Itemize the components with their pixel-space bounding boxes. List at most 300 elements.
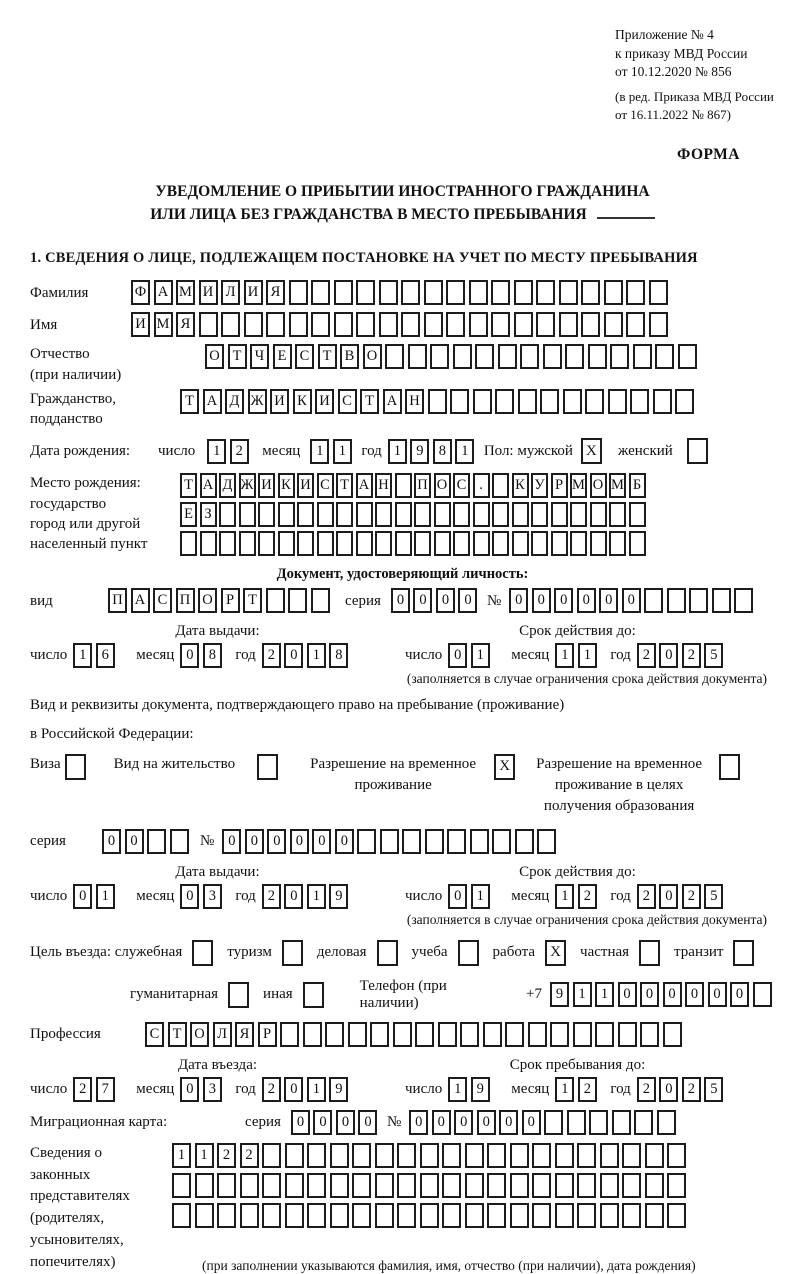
char-cell[interactable]: И bbox=[244, 280, 263, 305]
char-cell[interactable]: А bbox=[154, 280, 173, 305]
char-cell[interactable] bbox=[663, 1022, 682, 1047]
char-cell[interactable] bbox=[303, 1022, 322, 1047]
char-cell[interactable]: 2 bbox=[682, 643, 701, 668]
char-cell[interactable] bbox=[297, 502, 314, 527]
char-cell[interactable]: 1 bbox=[333, 439, 352, 464]
char-cell[interactable]: 0 bbox=[180, 884, 199, 909]
char-cell[interactable] bbox=[289, 312, 308, 337]
char-cell[interactable] bbox=[446, 312, 465, 337]
char-cell[interactable] bbox=[505, 1022, 524, 1047]
char-cell[interactable]: О bbox=[198, 588, 217, 613]
char-cell[interactable]: 0 bbox=[284, 1077, 303, 1102]
char-cell[interactable] bbox=[487, 1143, 506, 1168]
char-cell[interactable] bbox=[434, 531, 451, 556]
char-cell[interactable] bbox=[573, 1022, 592, 1047]
char-cell[interactable] bbox=[512, 502, 529, 527]
char-cell[interactable]: 2 bbox=[682, 884, 701, 909]
char-cell[interactable]: О bbox=[434, 473, 451, 498]
char-cell[interactable] bbox=[645, 1203, 664, 1228]
char-cell[interactable] bbox=[555, 1143, 574, 1168]
char-cell[interactable] bbox=[414, 531, 431, 556]
char-cell[interactable]: И bbox=[315, 389, 334, 414]
purpose-private-checkbox[interactable] bbox=[639, 940, 660, 966]
char-cell[interactable]: П bbox=[108, 588, 127, 613]
char-cell[interactable]: 7 bbox=[96, 1077, 115, 1102]
char-cell[interactable]: 1 bbox=[448, 1077, 467, 1102]
char-cell[interactable] bbox=[550, 1022, 569, 1047]
char-cell[interactable] bbox=[492, 502, 509, 527]
char-cell[interactable]: 2 bbox=[637, 1077, 656, 1102]
char-cell[interactable] bbox=[147, 829, 166, 854]
char-cell[interactable] bbox=[678, 344, 697, 369]
char-cell[interactable] bbox=[420, 1203, 439, 1228]
char-cell[interactable] bbox=[334, 280, 353, 305]
char-cell[interactable] bbox=[645, 1143, 664, 1168]
char-cell[interactable]: 0 bbox=[663, 982, 682, 1007]
char-cell[interactable]: Т bbox=[360, 389, 379, 414]
char-cell[interactable]: О bbox=[590, 473, 607, 498]
char-cell[interactable]: 0 bbox=[554, 588, 573, 613]
char-cell[interactable] bbox=[667, 588, 686, 613]
char-cell[interactable] bbox=[465, 1173, 484, 1198]
char-cell[interactable]: 8 bbox=[433, 439, 452, 464]
char-cell[interactable] bbox=[334, 312, 353, 337]
char-cell[interactable] bbox=[442, 1143, 461, 1168]
char-cell[interactable]: П bbox=[176, 588, 195, 613]
char-cell[interactable]: 1 bbox=[555, 1077, 574, 1102]
char-cell[interactable]: Д bbox=[225, 389, 244, 414]
char-cell[interactable] bbox=[689, 588, 708, 613]
char-cell[interactable] bbox=[285, 1143, 304, 1168]
char-cell[interactable]: С bbox=[453, 473, 470, 498]
char-cell[interactable] bbox=[288, 588, 307, 613]
char-cell[interactable]: 0 bbox=[522, 1110, 541, 1135]
char-cell[interactable]: 0 bbox=[454, 1110, 473, 1135]
char-cell[interactable] bbox=[375, 1143, 394, 1168]
char-cell[interactable] bbox=[590, 531, 607, 556]
char-cell[interactable]: 0 bbox=[659, 1077, 678, 1102]
char-cell[interactable]: 0 bbox=[125, 829, 144, 854]
char-cell[interactable] bbox=[629, 531, 646, 556]
char-cell[interactable] bbox=[170, 829, 189, 854]
char-cell[interactable]: И bbox=[297, 473, 314, 498]
char-cell[interactable] bbox=[667, 1143, 686, 1168]
char-cell[interactable] bbox=[528, 1022, 547, 1047]
char-cell[interactable]: 9 bbox=[329, 884, 348, 909]
char-cell[interactable]: 2 bbox=[578, 1077, 597, 1102]
char-cell[interactable]: И bbox=[270, 389, 289, 414]
char-cell[interactable] bbox=[352, 1143, 371, 1168]
char-cell[interactable] bbox=[649, 280, 668, 305]
char-cell[interactable]: 0 bbox=[685, 982, 704, 1007]
char-cell[interactable] bbox=[397, 1143, 416, 1168]
visa-checkbox[interactable] bbox=[65, 754, 86, 780]
char-cell[interactable]: 2 bbox=[637, 884, 656, 909]
char-cell[interactable] bbox=[555, 1173, 574, 1198]
char-cell[interactable]: 1 bbox=[388, 439, 407, 464]
char-cell[interactable] bbox=[532, 1173, 551, 1198]
char-cell[interactable] bbox=[307, 1173, 326, 1198]
char-cell[interactable] bbox=[453, 531, 470, 556]
char-cell[interactable] bbox=[543, 344, 562, 369]
char-cell[interactable] bbox=[622, 1203, 641, 1228]
char-cell[interactable] bbox=[446, 280, 465, 305]
char-cell[interactable] bbox=[434, 502, 451, 527]
char-cell[interactable]: 0 bbox=[448, 884, 467, 909]
char-cell[interactable]: 0 bbox=[458, 588, 477, 613]
char-cell[interactable] bbox=[401, 312, 420, 337]
char-cell[interactable] bbox=[453, 502, 470, 527]
char-cell[interactable]: 2 bbox=[230, 439, 249, 464]
char-cell[interactable] bbox=[657, 1110, 676, 1135]
char-cell[interactable]: 0 bbox=[312, 829, 331, 854]
char-cell[interactable] bbox=[514, 312, 533, 337]
sex-male-checkbox[interactable]: X bbox=[581, 438, 602, 464]
char-cell[interactable] bbox=[734, 588, 753, 613]
char-cell[interactable]: 0 bbox=[618, 982, 637, 1007]
char-cell[interactable]: 0 bbox=[599, 588, 618, 613]
char-cell[interactable]: 1 bbox=[555, 643, 574, 668]
char-cell[interactable] bbox=[531, 531, 548, 556]
char-cell[interactable] bbox=[589, 1110, 608, 1135]
char-cell[interactable]: Р bbox=[221, 588, 240, 613]
char-cell[interactable] bbox=[551, 502, 568, 527]
char-cell[interactable]: 0 bbox=[180, 643, 199, 668]
char-cell[interactable] bbox=[219, 502, 236, 527]
char-cell[interactable] bbox=[491, 312, 510, 337]
char-cell[interactable]: Т bbox=[228, 344, 247, 369]
char-cell[interactable]: 1 bbox=[310, 439, 329, 464]
char-cell[interactable] bbox=[604, 312, 623, 337]
char-cell[interactable] bbox=[311, 280, 330, 305]
char-cell[interactable]: С bbox=[338, 389, 357, 414]
char-cell[interactable] bbox=[618, 1022, 637, 1047]
char-cell[interactable]: К bbox=[293, 389, 312, 414]
char-cell[interactable]: 9 bbox=[329, 1077, 348, 1102]
char-cell[interactable] bbox=[278, 502, 295, 527]
char-cell[interactable] bbox=[469, 280, 488, 305]
char-cell[interactable]: А bbox=[356, 473, 373, 498]
char-cell[interactable]: 8 bbox=[329, 643, 348, 668]
char-cell[interactable] bbox=[356, 312, 375, 337]
char-cell[interactable]: 0 bbox=[284, 884, 303, 909]
char-cell[interactable] bbox=[401, 280, 420, 305]
char-cell[interactable]: С bbox=[153, 588, 172, 613]
char-cell[interactable]: . bbox=[473, 473, 490, 498]
char-cell[interactable]: 1 bbox=[595, 982, 614, 1007]
temp-residence-edu-checkbox[interactable] bbox=[719, 754, 740, 780]
char-cell[interactable] bbox=[442, 1203, 461, 1228]
char-cell[interactable]: 3 bbox=[203, 884, 222, 909]
char-cell[interactable] bbox=[424, 280, 443, 305]
char-cell[interactable]: 0 bbox=[659, 643, 678, 668]
char-cell[interactable]: М bbox=[176, 280, 195, 305]
char-cell[interactable]: 0 bbox=[432, 1110, 451, 1135]
char-cell[interactable] bbox=[498, 344, 517, 369]
char-cell[interactable] bbox=[297, 531, 314, 556]
char-cell[interactable] bbox=[352, 1173, 371, 1198]
char-cell[interactable]: В bbox=[340, 344, 359, 369]
char-cell[interactable] bbox=[356, 531, 373, 556]
char-cell[interactable]: 0 bbox=[336, 1110, 355, 1135]
char-cell[interactable]: А bbox=[203, 389, 222, 414]
char-cell[interactable] bbox=[475, 344, 494, 369]
char-cell[interactable]: 5 bbox=[704, 1077, 723, 1102]
char-cell[interactable]: 0 bbox=[73, 884, 92, 909]
char-cell[interactable] bbox=[415, 1022, 434, 1047]
char-cell[interactable] bbox=[430, 344, 449, 369]
char-cell[interactable] bbox=[510, 1203, 529, 1228]
char-cell[interactable] bbox=[532, 1143, 551, 1168]
char-cell[interactable] bbox=[565, 344, 584, 369]
char-cell[interactable] bbox=[385, 344, 404, 369]
char-cell[interactable]: 2 bbox=[262, 884, 281, 909]
char-cell[interactable] bbox=[532, 1203, 551, 1228]
char-cell[interactable] bbox=[581, 280, 600, 305]
char-cell[interactable] bbox=[667, 1173, 686, 1198]
char-cell[interactable] bbox=[330, 1143, 349, 1168]
char-cell[interactable] bbox=[610, 344, 629, 369]
char-cell[interactable] bbox=[633, 344, 652, 369]
char-cell[interactable] bbox=[630, 389, 649, 414]
char-cell[interactable] bbox=[239, 531, 256, 556]
char-cell[interactable]: 0 bbox=[413, 588, 432, 613]
char-cell[interactable] bbox=[563, 389, 582, 414]
temp-residence-checkbox[interactable]: X bbox=[494, 754, 515, 780]
char-cell[interactable]: 3 bbox=[203, 1077, 222, 1102]
char-cell[interactable] bbox=[644, 588, 663, 613]
char-cell[interactable] bbox=[483, 1022, 502, 1047]
char-cell[interactable]: 8 bbox=[203, 643, 222, 668]
char-cell[interactable] bbox=[465, 1203, 484, 1228]
char-cell[interactable]: 2 bbox=[578, 884, 597, 909]
char-cell[interactable] bbox=[460, 1022, 479, 1047]
char-cell[interactable]: 2 bbox=[262, 643, 281, 668]
char-cell[interactable]: 0 bbox=[102, 829, 121, 854]
char-cell[interactable]: Ж bbox=[239, 473, 256, 498]
char-cell[interactable]: 1 bbox=[573, 982, 592, 1007]
char-cell[interactable]: З bbox=[200, 502, 217, 527]
char-cell[interactable]: К bbox=[278, 473, 295, 498]
char-cell[interactable] bbox=[649, 312, 668, 337]
char-cell[interactable] bbox=[375, 531, 392, 556]
char-cell[interactable]: 9 bbox=[471, 1077, 490, 1102]
char-cell[interactable]: Я bbox=[266, 280, 285, 305]
char-cell[interactable] bbox=[544, 1110, 563, 1135]
char-cell[interactable] bbox=[370, 1022, 389, 1047]
char-cell[interactable] bbox=[510, 1143, 529, 1168]
char-cell[interactable]: 0 bbox=[577, 588, 596, 613]
char-cell[interactable]: 1 bbox=[555, 884, 574, 909]
char-cell[interactable]: Е bbox=[273, 344, 292, 369]
char-cell[interactable]: Б bbox=[629, 473, 646, 498]
char-cell[interactable] bbox=[217, 1203, 236, 1228]
purpose-transit-checkbox[interactable] bbox=[733, 940, 754, 966]
char-cell[interactable]: 0 bbox=[436, 588, 455, 613]
char-cell[interactable] bbox=[567, 1110, 586, 1135]
char-cell[interactable] bbox=[447, 829, 466, 854]
char-cell[interactable]: 0 bbox=[313, 1110, 332, 1135]
char-cell[interactable]: 1 bbox=[471, 643, 490, 668]
char-cell[interactable]: С bbox=[317, 473, 334, 498]
char-cell[interactable]: Т bbox=[336, 473, 353, 498]
char-cell[interactable] bbox=[473, 389, 492, 414]
char-cell[interactable]: 5 bbox=[704, 884, 723, 909]
char-cell[interactable] bbox=[520, 344, 539, 369]
char-cell[interactable] bbox=[604, 280, 623, 305]
char-cell[interactable] bbox=[559, 312, 578, 337]
char-cell[interactable] bbox=[278, 531, 295, 556]
char-cell[interactable] bbox=[317, 531, 334, 556]
char-cell[interactable] bbox=[195, 1203, 214, 1228]
char-cell[interactable] bbox=[262, 1143, 281, 1168]
char-cell[interactable] bbox=[395, 473, 412, 498]
char-cell[interactable] bbox=[307, 1203, 326, 1228]
char-cell[interactable]: 2 bbox=[240, 1143, 259, 1168]
char-cell[interactable] bbox=[473, 531, 490, 556]
char-cell[interactable] bbox=[515, 829, 534, 854]
char-cell[interactable] bbox=[395, 502, 412, 527]
purpose-tourism-checkbox[interactable] bbox=[282, 940, 303, 966]
char-cell[interactable]: Ж bbox=[248, 389, 267, 414]
char-cell[interactable]: М bbox=[154, 312, 173, 337]
char-cell[interactable]: 1 bbox=[307, 884, 326, 909]
char-cell[interactable]: О bbox=[363, 344, 382, 369]
char-cell[interactable] bbox=[514, 280, 533, 305]
char-cell[interactable] bbox=[330, 1203, 349, 1228]
char-cell[interactable] bbox=[626, 280, 645, 305]
char-cell[interactable]: Л bbox=[221, 280, 240, 305]
char-cell[interactable]: Р bbox=[551, 473, 568, 498]
purpose-humanitarian-checkbox[interactable] bbox=[228, 982, 249, 1008]
char-cell[interactable]: Ч bbox=[250, 344, 269, 369]
char-cell[interactable]: 1 bbox=[471, 884, 490, 909]
char-cell[interactable] bbox=[172, 1203, 191, 1228]
char-cell[interactable] bbox=[285, 1173, 304, 1198]
char-cell[interactable]: 0 bbox=[222, 829, 241, 854]
char-cell[interactable]: 1 bbox=[172, 1143, 191, 1168]
char-cell[interactable]: 0 bbox=[409, 1110, 428, 1135]
char-cell[interactable]: Н bbox=[405, 389, 424, 414]
char-cell[interactable]: 1 bbox=[73, 643, 92, 668]
char-cell[interactable] bbox=[379, 280, 398, 305]
char-cell[interactable] bbox=[588, 344, 607, 369]
char-cell[interactable]: 1 bbox=[307, 643, 326, 668]
char-cell[interactable]: Я bbox=[235, 1022, 254, 1047]
char-cell[interactable] bbox=[325, 1022, 344, 1047]
char-cell[interactable] bbox=[221, 312, 240, 337]
char-cell[interactable] bbox=[172, 1173, 191, 1198]
char-cell[interactable] bbox=[518, 389, 537, 414]
char-cell[interactable]: Л bbox=[213, 1022, 232, 1047]
char-cell[interactable] bbox=[414, 502, 431, 527]
char-cell[interactable]: Е bbox=[180, 502, 197, 527]
char-cell[interactable] bbox=[487, 1203, 506, 1228]
char-cell[interactable] bbox=[397, 1203, 416, 1228]
char-cell[interactable]: 0 bbox=[335, 829, 354, 854]
char-cell[interactable] bbox=[536, 312, 555, 337]
char-cell[interactable] bbox=[262, 1203, 281, 1228]
char-cell[interactable] bbox=[356, 280, 375, 305]
char-cell[interactable] bbox=[600, 1143, 619, 1168]
char-cell[interactable] bbox=[512, 531, 529, 556]
char-cell[interactable] bbox=[442, 1173, 461, 1198]
char-cell[interactable] bbox=[258, 502, 275, 527]
char-cell[interactable] bbox=[356, 502, 373, 527]
char-cell[interactable] bbox=[600, 1173, 619, 1198]
char-cell[interactable]: Н bbox=[375, 473, 392, 498]
char-cell[interactable]: О bbox=[205, 344, 224, 369]
char-cell[interactable]: 0 bbox=[477, 1110, 496, 1135]
char-cell[interactable] bbox=[199, 312, 218, 337]
char-cell[interactable] bbox=[438, 1022, 457, 1047]
char-cell[interactable] bbox=[402, 829, 421, 854]
purpose-other-checkbox[interactable] bbox=[303, 982, 324, 1008]
char-cell[interactable] bbox=[753, 982, 772, 1007]
char-cell[interactable]: 1 bbox=[207, 439, 226, 464]
char-cell[interactable]: 0 bbox=[284, 643, 303, 668]
char-cell[interactable] bbox=[453, 344, 472, 369]
char-cell[interactable]: Ф bbox=[131, 280, 150, 305]
char-cell[interactable] bbox=[608, 389, 627, 414]
char-cell[interactable]: 1 bbox=[455, 439, 474, 464]
char-cell[interactable]: 2 bbox=[262, 1077, 281, 1102]
char-cell[interactable]: 0 bbox=[267, 829, 286, 854]
char-cell[interactable] bbox=[492, 829, 511, 854]
char-cell[interactable]: Т bbox=[180, 389, 199, 414]
char-cell[interactable] bbox=[470, 829, 489, 854]
char-cell[interactable] bbox=[395, 531, 412, 556]
char-cell[interactable] bbox=[537, 829, 556, 854]
char-cell[interactable] bbox=[240, 1173, 259, 1198]
char-cell[interactable] bbox=[289, 280, 308, 305]
char-cell[interactable] bbox=[375, 1173, 394, 1198]
char-cell[interactable] bbox=[540, 389, 559, 414]
char-cell[interactable]: Д bbox=[219, 473, 236, 498]
char-cell[interactable] bbox=[311, 588, 330, 613]
char-cell[interactable]: Т bbox=[243, 588, 262, 613]
char-cell[interactable] bbox=[375, 502, 392, 527]
char-cell[interactable]: И bbox=[131, 312, 150, 337]
char-cell[interactable] bbox=[352, 1203, 371, 1228]
char-cell[interactable] bbox=[570, 502, 587, 527]
char-cell[interactable] bbox=[307, 1143, 326, 1168]
char-cell[interactable] bbox=[510, 1173, 529, 1198]
char-cell[interactable]: П bbox=[414, 473, 431, 498]
char-cell[interactable]: Р bbox=[258, 1022, 277, 1047]
char-cell[interactable]: 0 bbox=[358, 1110, 377, 1135]
char-cell[interactable] bbox=[465, 1143, 484, 1168]
char-cell[interactable] bbox=[420, 1143, 439, 1168]
char-cell[interactable] bbox=[180, 531, 197, 556]
char-cell[interactable]: 1 bbox=[195, 1143, 214, 1168]
char-cell[interactable] bbox=[492, 473, 509, 498]
char-cell[interactable] bbox=[330, 1173, 349, 1198]
char-cell[interactable]: Т bbox=[168, 1022, 187, 1047]
char-cell[interactable]: 9 bbox=[550, 982, 569, 1007]
purpose-work-checkbox[interactable]: X bbox=[545, 940, 566, 966]
char-cell[interactable]: С bbox=[145, 1022, 164, 1047]
char-cell[interactable] bbox=[495, 389, 514, 414]
char-cell[interactable] bbox=[600, 1203, 619, 1228]
char-cell[interactable]: 5 bbox=[704, 643, 723, 668]
char-cell[interactable]: М bbox=[570, 473, 587, 498]
char-cell[interactable] bbox=[380, 829, 399, 854]
char-cell[interactable] bbox=[667, 1203, 686, 1228]
char-cell[interactable] bbox=[531, 502, 548, 527]
char-cell[interactable] bbox=[585, 389, 604, 414]
char-cell[interactable]: 2 bbox=[682, 1077, 701, 1102]
